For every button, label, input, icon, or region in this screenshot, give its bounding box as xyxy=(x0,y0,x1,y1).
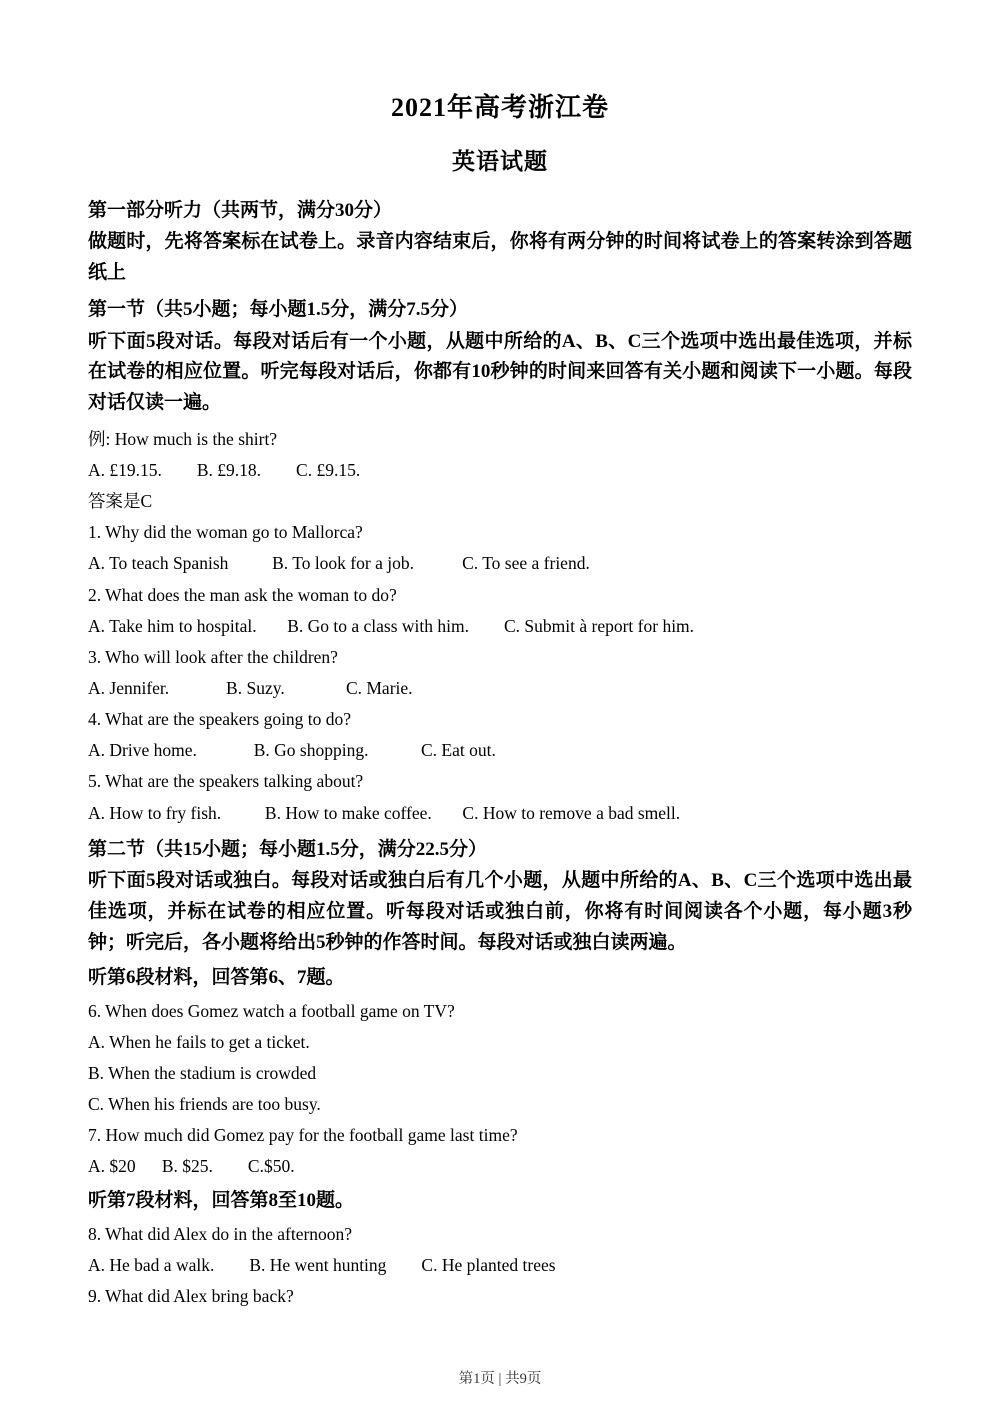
question-7: 7. How much did Gomez pay for the football game last time? xyxy=(88,1125,518,1146)
question-6: 6. When does Gomez watch a football game on TV? xyxy=(88,1000,455,1021)
question-9: 9. What did Alex bring back? xyxy=(88,1286,294,1307)
example-choices: A. £19.15. B. £9.18. C. £9.15. xyxy=(88,460,361,480)
page-footer: 第1页 | 共9页 xyxy=(458,1371,542,1387)
question-3: 3. Who will look after the children? xyxy=(88,646,338,667)
question-8: 8. What did Alex do in the afternoon? xyxy=(88,1224,353,1245)
question-4: 4. What are the speakers going to do? xyxy=(88,709,352,730)
section-two-heading: 第二节（共15小题；每小题1.5分，满分22.5分） xyxy=(88,838,488,860)
question-8-choices: A. He bad a walk. B. He went hunting C. He planted trees xyxy=(88,1255,556,1276)
question-2-choices: A. Take him to hospital. B. Go to a class with him. C. Submit à report for him. xyxy=(88,615,695,636)
material-7-heading: 听第7段材料，回答第8至10题。 xyxy=(88,1190,355,1212)
section-one-instructions: 听下面5段对话。每段对话后有一个小题，从题中所给的A、B、C三个选项中选出最佳选项，并标在试卷的相应位置。听完每段对话后，你都有10秒钟的时间来回答有关小题和阅读下一小题。每段对话仅读一遍。 xyxy=(88,330,912,414)
section-one-heading: 第一节（共5小题；每小题1.5分，满分7.5分） xyxy=(88,298,469,320)
section-two-instructions: 听下面5段对话或独白。每段对话或独白后有几个小题，从题中所给的A、B、C三个选项中选出最佳选项，并标在试卷的相应位置。听每段对话或独白前，你将有时间阅读各个小题，每小题3秒钟；听完后，各小题将给出5秒钟的作答时间。每段对话或独白读两遍。 xyxy=(88,870,912,953)
example-answer: 答案是C xyxy=(88,491,153,512)
part-one-heading: 第一部分听力（共两节，满分30分） xyxy=(88,199,393,221)
question-6-choice-b: B. When the stadium is crowded xyxy=(88,1062,317,1083)
page-title: 2021年高考浙江卷 xyxy=(390,93,609,122)
part-one-instructions: 做题时，先将答案标在试卷上。录音内容结束后，你将有两分钟的时间将试卷上的答案转涂到答题纸上 xyxy=(88,231,912,284)
question-4-choices: A. Drive home. B. Go shopping. C. Eat out. xyxy=(88,740,496,761)
material-6-heading: 听第6段材料，回答第6、7题。 xyxy=(88,966,345,988)
page-subtitle: 英语试题 xyxy=(452,149,548,174)
question-1: 1. Why did the woman go to Mallorca? xyxy=(88,522,363,543)
question-3-choices: A. Jennifer. B. Suzy. C. Marie. xyxy=(88,677,413,698)
question-7-choices: A. $20 B. $25. C.$50. xyxy=(88,1156,295,1177)
question-2: 2. What does the man ask the woman to do? xyxy=(88,584,397,605)
question-5: 5. What are the speakers talking about? xyxy=(88,771,364,792)
question-6-choice-a: A. When he fails to get a ticket. xyxy=(88,1031,310,1052)
question-1-choices: A. To teach Spanish B. To look for a job. C. To see a friend. xyxy=(88,553,590,574)
question-6-choice-c: C. When his friends are too busy. xyxy=(88,1093,321,1114)
example-question: 例: How much is the shirt? xyxy=(88,428,278,449)
question-5-choices: A. How to fry fish. B. How to make coffee. C. How to remove a bad smell. xyxy=(88,802,681,823)
